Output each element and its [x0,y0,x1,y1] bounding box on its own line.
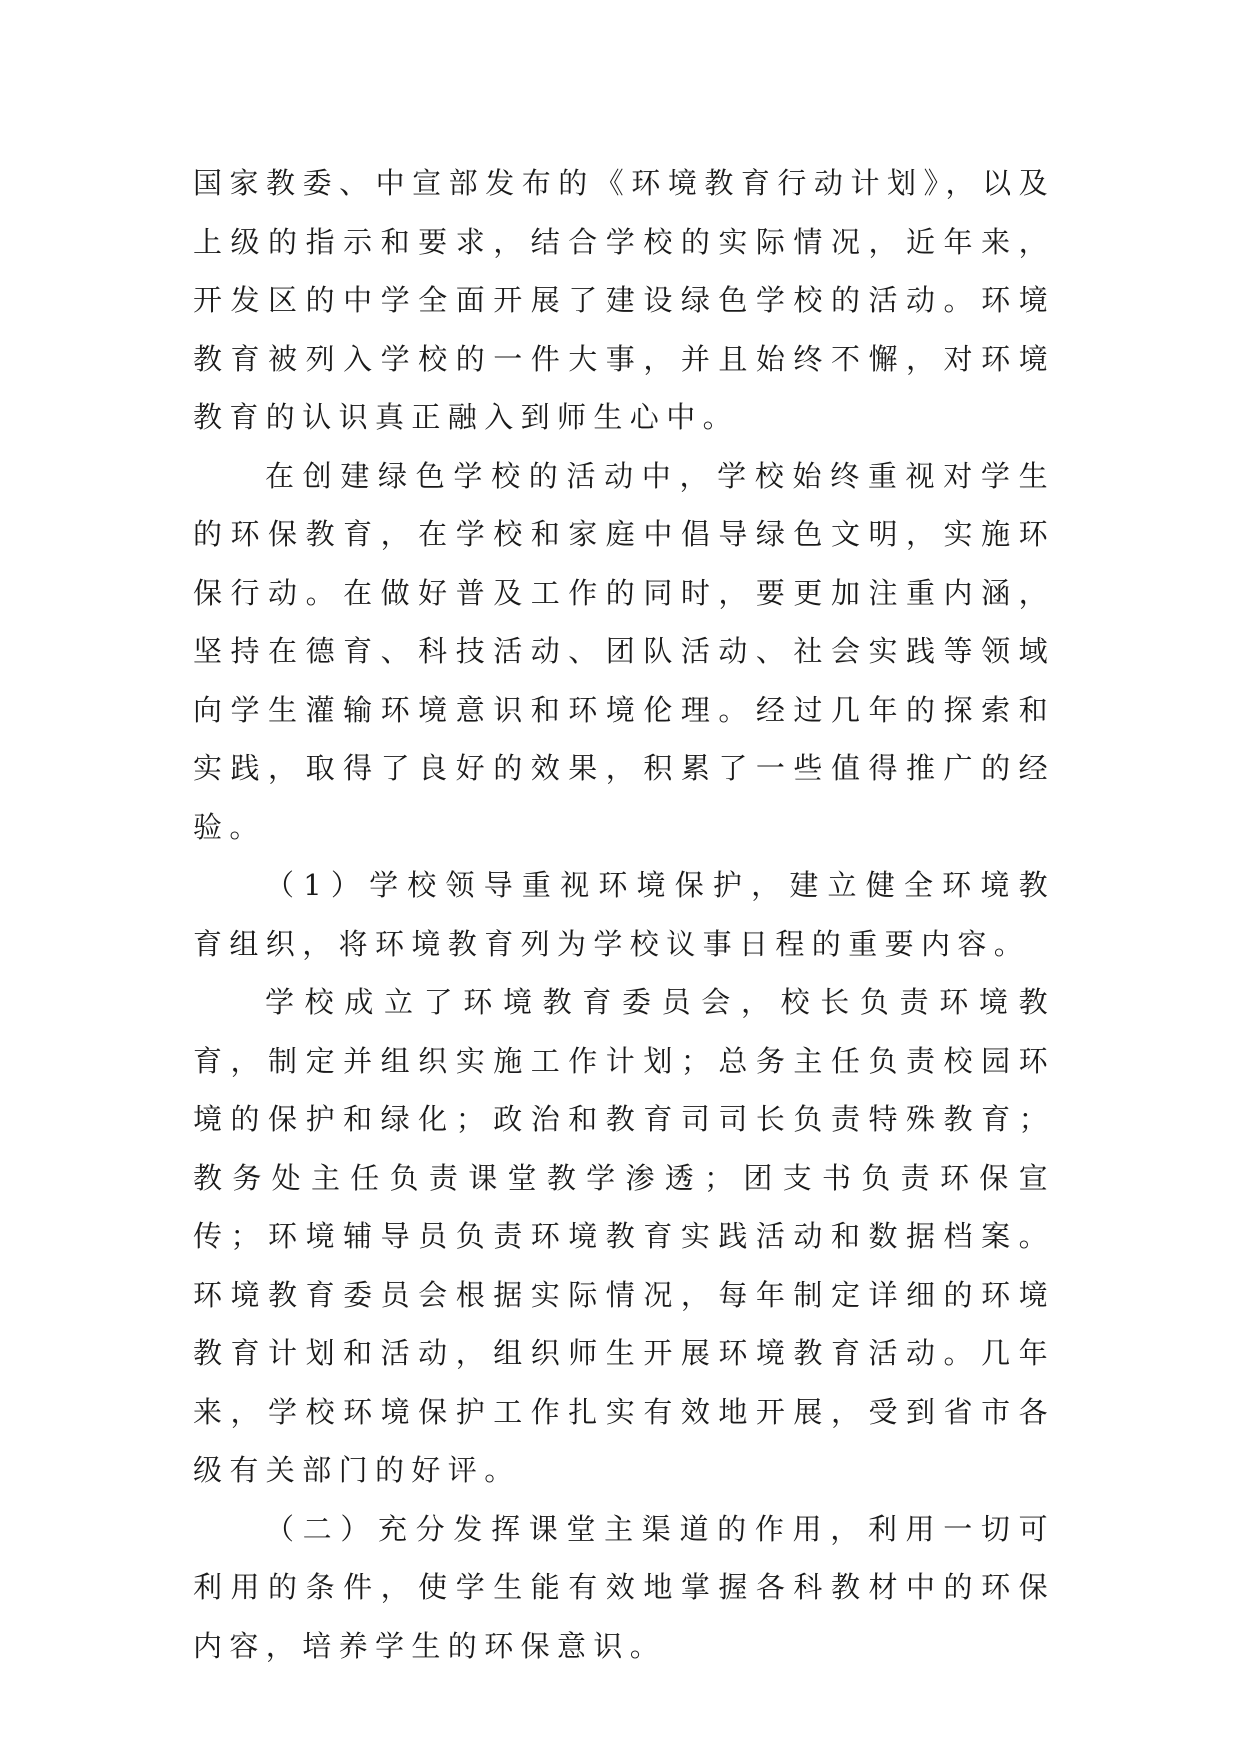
paragraph-intro: 国家教委、中宣部发布的《环境教育行动计划》，以及上级的指示和要求，结合学校的实际情况，近年来，开发区的中学全面开展了建设绿色学校的活动。环境教育被列入学校的一件大事，并且始终不懈，对环境教育的认识真正融入到师生心中。 [193,166,1055,434]
paragraph-green-school: 在创建绿色学校的活动中，学校始终重视对学生的环保教育，在学校和家庭中倡导绿色文明，实施环保行动。在做好普及工作的同时，要更加注重内涵，坚持在德育、科技活动、团队活动、社会实践等领域向学生灌输环境意识和环境伦理。经过几年的探索和实践，取得了良好的效果，积累了一些值得推广的经验。 [193,458,1055,844]
section-heading-2: （二）充分发挥课堂主渠道的作用，利用一切可利用的条件，使学生能有效地掌握各科教材中的环保内容，培养学生的环保意识。 [193,1511,1055,1663]
paragraph-committee: 学校成立了环境教育委员会，校长负责环境教育，制定并组织实施工作计划；总务主任负责校园环境的保护和绿化；政治和教育司司长负责特殊教育；教务处主任负责课堂教学渗透；团支书负责环保宣传；环境辅导员负责环境教育实践活动和数据档案。环境教育委员会根据实际情况，每年制定详细的环境教育计划和活动，组织师生开展环境教育活动。几年来，学校环境保护工作扎实有效地开展，受到省市各级有关部门的好评。 [193,985,1055,1487]
section-heading-1: （1）学校领导重视环境保护，建立健全环境教育组织，将环境教育列为学校议事日程的重要内容。 [193,868,1055,961]
document-body [193,154,1055,1675]
